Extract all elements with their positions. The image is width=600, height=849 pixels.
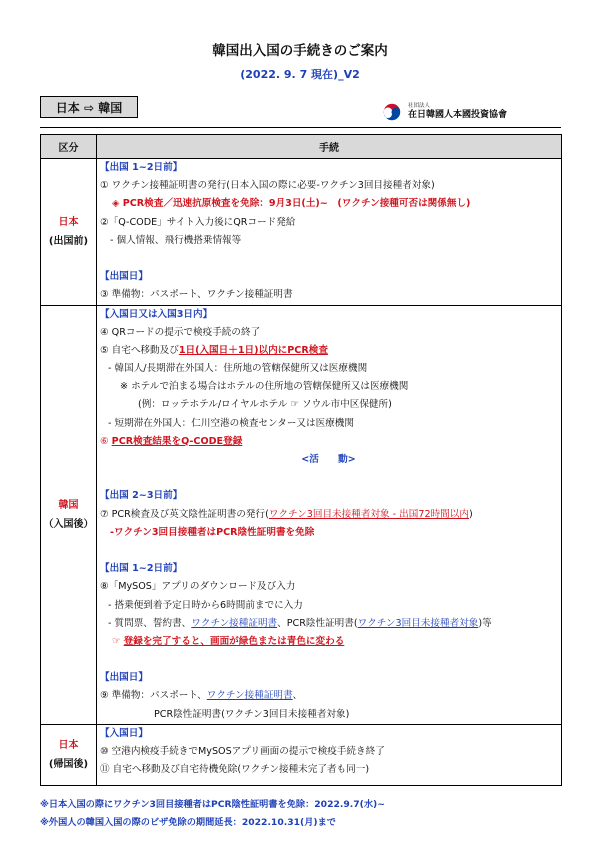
list-item: ⑩ 空港内検疫手続きでMySOSアプリ画面の提示で検疫手続き終了 [100, 746, 385, 757]
section-row-japan-departure [41, 159, 562, 306]
list-item: ① ワクチン接種証明書の発行(日本入国の際に必要-ワクチン3回目接種者対象) [100, 180, 435, 192]
association-logo [380, 101, 507, 123]
spacer [100, 651, 557, 669]
column-header-procedure: 手続 [97, 135, 562, 159]
list-item: ⑤ 自宅へ移動及び1日(入国日＋1日)以内にPCR検査 [100, 344, 328, 356]
list-item: ⑨ 準備物：パスポート、ワクチン接種証明書、 [100, 690, 303, 702]
section-row-korea-entry [41, 305, 562, 724]
taeguk-logo-icon [380, 100, 404, 124]
route-label: 日本 ⇨ 韓国 [40, 96, 138, 118]
list-item: PCR陰性証明書(ワクチン3回目未接種者対象) [154, 708, 350, 720]
list-item: ⑪ 自宅へ移動及び自宅待機免除(ワクチン接種未完了者も同一) [100, 764, 370, 776]
list-item: - 韓国人/長期滞在外国人：住所地の管轄保健所又は医療機関 [108, 363, 368, 375]
list-item: ④ QRコードの提示で検疫手続の終了 [100, 326, 261, 338]
list-item: - 搭乗便到着予定日時から6時間前までに入力 [108, 599, 303, 611]
section-heading: 【入国日又は入国3日内】 [100, 308, 213, 320]
column-header-category: 区分 [41, 135, 97, 159]
list-item: - 質問票、誓約書、ワクチン接種証明書、PCR陰性証明書(ワクチン3回目未接種者対象)等 [108, 617, 492, 629]
section-row-japan-return [41, 724, 562, 785]
divider-line [40, 127, 561, 128]
list-item: ⑥ PCR検査結果をQ-CODE登録 [100, 435, 243, 447]
section-heading: 【出国 2~3日前】 [100, 490, 183, 502]
list-item: ⑧「MySOS」アプリのダウンロード及び入力 [100, 581, 296, 593]
section-label-japan-return: 日本 (帰国後) [41, 724, 97, 785]
section-heading: 【入国日】 [100, 727, 148, 739]
procedure-table [40, 134, 562, 786]
section-heading: 【出国 1~2日前】 [100, 162, 183, 173]
footnote: ※日本入国の際にワクチン3回目接種者はPCR陰性証明書を免除：2022.9.7(水)~ [40, 799, 385, 810]
list-item: ③ 準備物：パスポート、ワクチン接種証明書 [100, 289, 293, 301]
list-item: ※ ホテルで泊まる場合はホテルの住所地の管轄保健所又は医療機関 [120, 381, 409, 393]
table-header-row [41, 135, 562, 159]
section-heading: 【出国日】 [100, 271, 148, 283]
list-item: - 短期滞在外国人：仁川空港の検査センター又は医療機関 [108, 417, 354, 429]
logo-name: 在日韓國人本國投資協會 [408, 110, 508, 121]
spacer [100, 469, 557, 487]
logo-subtitle: 社団法人 [408, 102, 431, 109]
footnote: ※外国人の韓国入国の際のビザ免除の期間延長：2022.10.31(月)まで [40, 817, 336, 828]
list-item: (例：ロッテホテル/ロイヤルホテル ☞ ソウル市中区保健所) [138, 399, 392, 411]
section-heading: 【出国 1~2日前】 [100, 563, 183, 575]
footnotes [40, 796, 385, 832]
section-heading: 【出国日】 [100, 672, 148, 684]
list-item: -ワクチン3回目接種者はPCR陰性証明書を免除 [110, 526, 315, 538]
pcr-exemption-note: ◈ PCR検査／迅速抗原検査を免除：9月3日(土)~ (ワクチン接種可否は関係無し) [112, 198, 471, 210]
list-item: - 個人情報、飛行機搭乗情報等 [110, 234, 242, 246]
revision-date: (2022. 9. 7 現在)_V2 [240, 68, 360, 81]
list-item: ②「Q-CODE」サイト入力後にQRコード発給 [100, 216, 296, 228]
activity-label: <活 動> [301, 454, 356, 465]
list-item: ⑦ PCR検査及び英文陰性証明書の発行(ワクチン3回目未接種者対象 - 出国72時間以内) [100, 508, 473, 520]
spacer [100, 542, 557, 560]
page-title: 韓国出入国の手続きのご案内 [212, 43, 388, 59]
list-item: ☞ 登録を完了すると、画面が緑色または青色に変わる [112, 635, 345, 647]
section-label-korea-entry: 韓国 （入国後） [41, 305, 97, 724]
spacer [100, 250, 557, 268]
section-label-japan-departure: 日本 (出国前) [41, 159, 97, 306]
